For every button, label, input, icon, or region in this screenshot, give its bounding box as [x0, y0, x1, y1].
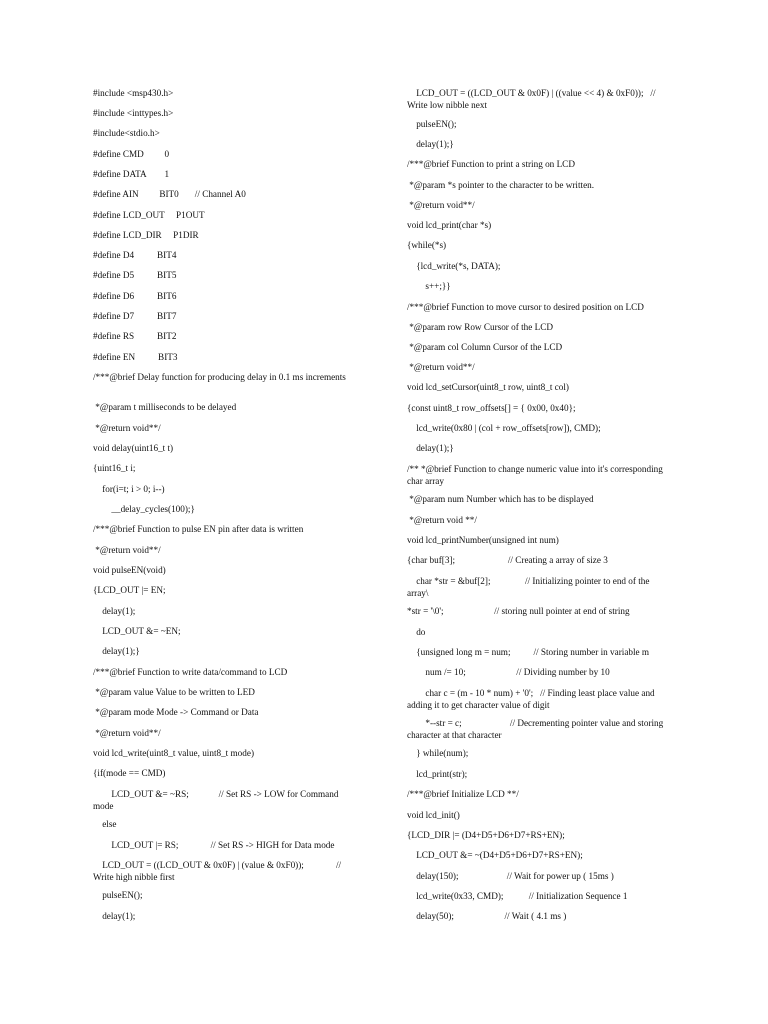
- code-line: LCD_OUT |= RS; // Set RS -> HIGH for Data mode: [93, 840, 335, 850]
- code-line: lcd_print(str);: [407, 769, 468, 779]
- code-line: void lcd_print(char *s): [407, 220, 492, 230]
- code-line: *--str = c; // Decrementing pointer value and storing character at that character: [407, 718, 666, 740]
- code-line: for(i=t; i > 0; i--): [93, 484, 165, 494]
- code-line: void lcd_init(): [407, 810, 460, 820]
- code-line: delay(150); // Wait for power up ( 15ms ): [407, 871, 614, 881]
- code-line: #include <inttypes.h>: [93, 108, 174, 118]
- code-line: lcd_write(0x80 | (col + row_offsets[row]), CMD);: [407, 423, 601, 433]
- code-line: #define DATA 1: [93, 169, 170, 179]
- code-line: /***@brief Function to print a string on LCD: [407, 159, 575, 169]
- code-line: *@param t milliseconds to be delayed: [93, 402, 237, 412]
- code-line: #define LCD_DIR P1DIR: [93, 230, 199, 240]
- code-line: delay(1);}: [93, 646, 140, 656]
- code-line: /***@brief Function to pulse EN pin after data is written: [93, 524, 304, 534]
- code-line: lcd_write(0x33, CMD); // Initialization Sequence 1: [407, 891, 628, 901]
- code-line: #define CMD 0: [93, 149, 170, 159]
- code-line: *@param row Row Cursor of the LCD: [407, 322, 553, 332]
- code-line: char *str = &buf[2]; // Initializing pointer to end of the array\: [407, 576, 652, 598]
- code-line: char c = (m - 10 * num) + '0'; // Finding least place value and adding it to get character value of digit: [407, 688, 657, 710]
- code-line: delay(1);}: [407, 443, 454, 453]
- code-line: *@return void**/: [93, 728, 161, 738]
- code-line: LCD_OUT &= ~EN;: [93, 626, 181, 636]
- code-line: {if(mode == CMD): [93, 768, 166, 778]
- code-line: *@return void**/: [407, 200, 475, 210]
- code-line: /***@brief Function to write data/command to LCD: [93, 667, 288, 677]
- code-line: *@param value Value to be written to LED: [93, 687, 255, 697]
- code-line: else: [93, 819, 117, 829]
- code-line: *@param col Column Cursor of the LCD: [407, 342, 563, 352]
- code-line: #define AIN BIT0 // Channel A0: [93, 189, 246, 199]
- code-line: #include<stdio.h>: [93, 128, 160, 138]
- code-line: #define D7 BIT7: [93, 311, 177, 321]
- code-line: void lcd_setCursor(uint8_t row, uint8_t col): [407, 382, 569, 392]
- code-line: *@return void **/: [407, 515, 477, 525]
- code-line: #define D5 BIT5: [93, 270, 177, 280]
- code-line: {unsigned long m = num; // Storing number in variable m: [407, 647, 650, 657]
- code-line: #define D4 BIT4: [93, 250, 177, 260]
- code-line: *str = '\0'; // storing null pointer at end of string: [407, 606, 630, 616]
- code-line: delay(1);}: [407, 139, 454, 149]
- code-line: /***@brief Initialize LCD **/: [407, 789, 519, 799]
- code-line: #define LCD_OUT P1OUT: [93, 210, 205, 220]
- code-line: *@param num Number which has to be displayed: [407, 494, 594, 504]
- code-line: delay(1);: [93, 606, 136, 616]
- code-line: s++;}}: [407, 281, 451, 291]
- code-line: /***@brief Function to move cursor to desired position on LCD: [407, 302, 644, 312]
- code-line: #define EN BIT3: [93, 352, 178, 362]
- code-line: #define D6 BIT6: [93, 291, 177, 301]
- code-line: {lcd_write(*s, DATA);: [407, 261, 501, 271]
- code-line: delay(50); // Wait ( 4.1 ms ): [407, 911, 567, 921]
- code-line: num /= 10; // Dividing number by 10: [407, 667, 610, 677]
- code-line: {const uint8_t row_offsets[] = { 0x00, 0x40};: [407, 403, 576, 413]
- code-line: void lcd_printNumber(unsigned int num): [407, 535, 559, 545]
- code-line: *@param *s pointer to the character to be written.: [407, 180, 595, 190]
- code-line: void delay(uint16_t t): [93, 443, 174, 453]
- code-line: } while(num);: [407, 748, 469, 758]
- code-line: LCD_OUT = ((LCD_OUT & 0x0F) | ((value << 4) & 0xF0)); // Write low nibble next: [407, 88, 658, 110]
- code-line: #define RS BIT2: [93, 331, 177, 341]
- code-line: void lcd_write(uint8_t value, uint8_t mode): [93, 748, 255, 758]
- code-line: LCD_OUT &= ~RS; // Set RS -> LOW for Command mode: [93, 789, 341, 811]
- code-line: /***@brief Delay function for producing delay in 0.1 ms increments: [93, 372, 346, 382]
- code-line: delay(1);: [93, 911, 136, 921]
- code-line: #include <msp430.h>: [93, 88, 174, 98]
- code-line: *@return void**/: [93, 545, 161, 555]
- code-line: {LCD_OUT |= EN;: [93, 585, 166, 595]
- code-line: {LCD_DIR |= (D4+D5+D6+D7+RS+EN);: [407, 830, 565, 840]
- code-line: /** *@brief Function to change numeric value into it's corresponding char array: [407, 464, 666, 486]
- code-line: *@return void**/: [93, 423, 161, 433]
- code-line: *@return void**/: [407, 362, 475, 372]
- code-line: {char buf[3]; // Creating a array of size 3: [407, 555, 608, 565]
- code-line: do: [407, 627, 426, 637]
- code-line: {while(*s): [407, 240, 447, 250]
- code-line: __delay_cycles(100);}: [93, 504, 195, 514]
- code-line: LCD_OUT &= ~(D4+D5+D6+D7+RS+EN);: [407, 850, 583, 860]
- code-line: LCD_OUT = ((LCD_OUT & 0x0F) | (value & 0xF0)); // Write high nibble first: [93, 860, 344, 882]
- code-line: {uint16_t i;: [93, 463, 136, 473]
- code-line: pulseEN();: [93, 890, 143, 900]
- code-line: void pulseEN(void): [93, 565, 166, 575]
- code-line: *@param mode Mode -> Command or Data: [93, 707, 259, 717]
- code-line: pulseEN();: [407, 119, 457, 129]
